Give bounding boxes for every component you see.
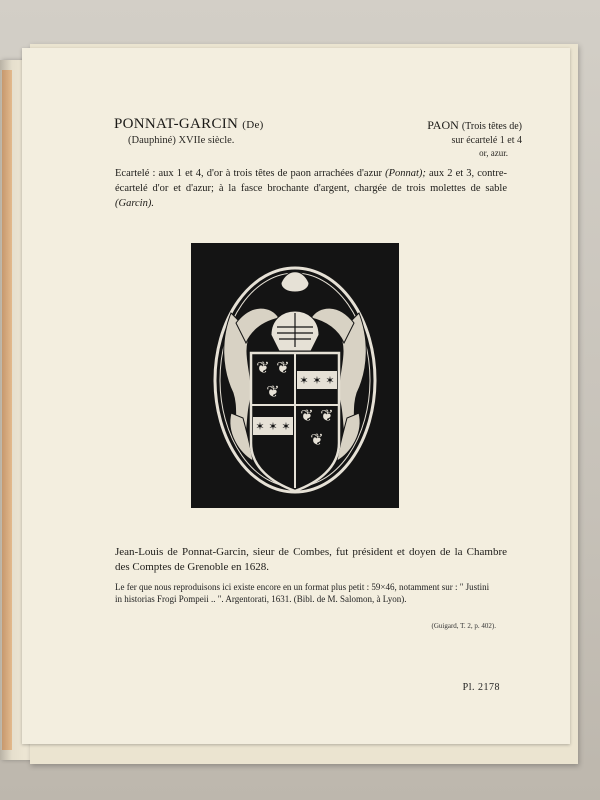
charge-note: (Trois têtes de) xyxy=(461,121,522,132)
svg-text:✶: ✶ xyxy=(268,420,278,433)
svg-text:✶: ✶ xyxy=(281,420,291,433)
region-century: (Dauphiné) XVIIe siècle. xyxy=(128,135,235,146)
caption: Jean-Louis de Ponnat-Garcin, sieur de Combes, fut président et doyen de la Chambre des Comptes de Grenoble en 1628. xyxy=(115,546,507,573)
family-particle: (De) xyxy=(242,119,264,131)
shield-icon xyxy=(251,353,339,491)
charge-tinctures: or, azur. xyxy=(479,148,508,158)
book-cover-edge xyxy=(2,70,12,750)
charge-heading xyxy=(382,118,522,158)
coat-of-arms-image xyxy=(191,243,399,508)
helmet-icon xyxy=(271,272,319,351)
svg-text:❦: ❦ xyxy=(300,406,314,425)
armorial-plate xyxy=(191,243,399,508)
svg-text:❦: ❦ xyxy=(276,358,290,377)
family-heading xyxy=(114,116,334,146)
svg-text:❦: ❦ xyxy=(266,382,280,401)
svg-text:❦: ❦ xyxy=(320,406,334,425)
blazon-text: Ecartelé : aux 1 et 4, d'or à trois têtes de paon arrachées d'azur (Ponnat); aux 2 et 3, contre-écartelé d'or et d'azur; à la fasce brochante d'argent, chargée de trois molettes de sable (Garcin). xyxy=(115,168,507,209)
svg-text:✶: ✶ xyxy=(325,374,335,387)
charge-title: PAON xyxy=(427,118,459,132)
svg-text:❦: ❦ xyxy=(256,358,270,377)
book-page xyxy=(22,48,570,744)
source-reference: (Guigard, T. 2, p. 402). xyxy=(431,622,496,630)
charge-placement: sur écartelé 1 et 4 xyxy=(451,135,522,146)
plate-number: Pl. 2178 xyxy=(462,682,500,693)
svg-text:✶: ✶ xyxy=(312,374,322,387)
family-name: PONNAT-GARCIN xyxy=(114,116,239,132)
svg-text:✶: ✶ xyxy=(255,420,265,433)
svg-text:✶: ✶ xyxy=(299,374,309,387)
binding-note: Le fer que nous reproduisons ici existe encore en un format plus petit : 59×46, notamment sur : " Justini in historias Frogi Pompeii .. ". Argentorati, 1631. (Bibl. de M. Salomon, à Lyon). xyxy=(115,582,490,604)
svg-text:❦: ❦ xyxy=(310,430,324,449)
